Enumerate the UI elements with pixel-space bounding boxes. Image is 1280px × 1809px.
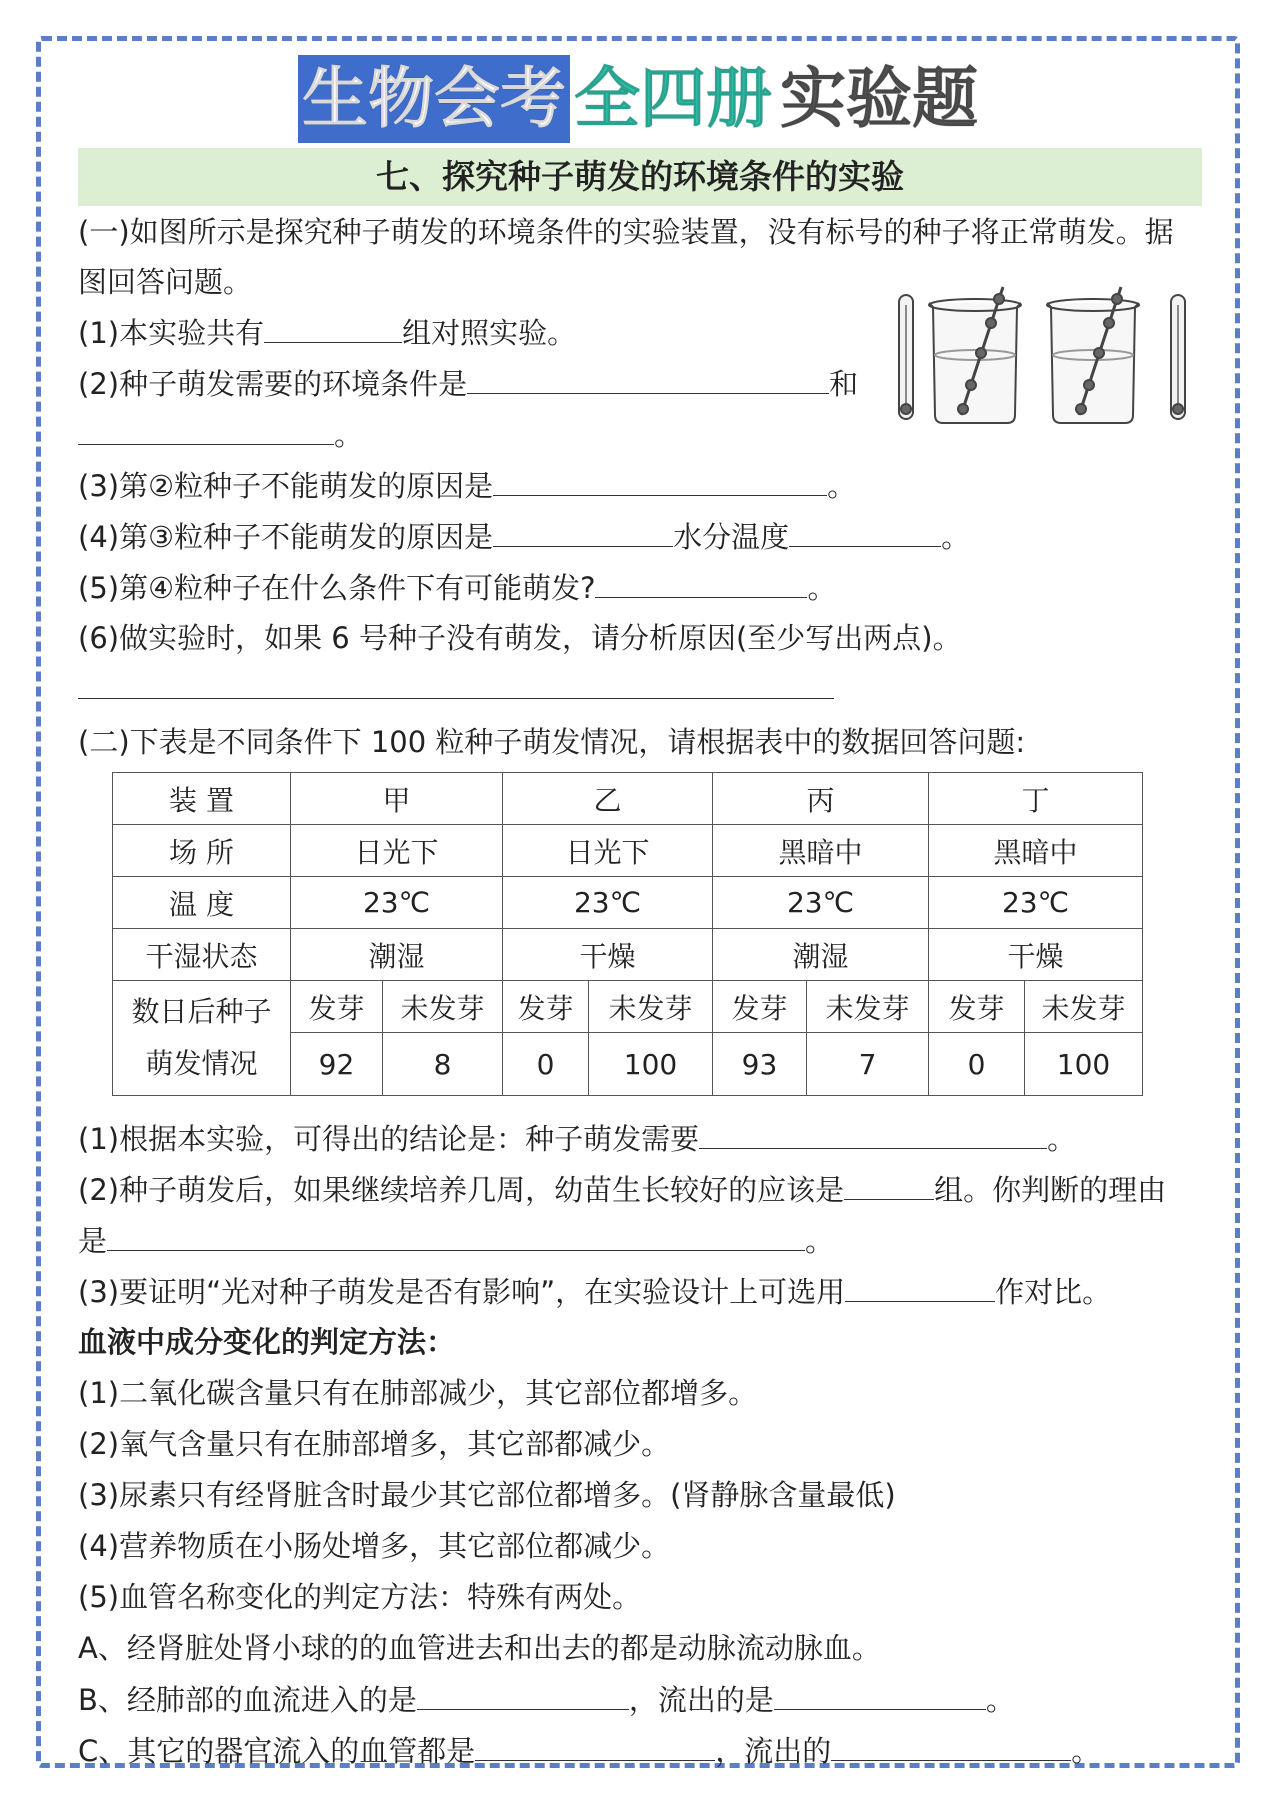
question-1 (78, 312, 576, 353)
answer-blank[interactable] (493, 516, 673, 547)
answer-blank[interactable] (789, 516, 941, 547)
table-row (113, 877, 1143, 929)
blood-item-c (78, 1730, 1100, 1771)
part2-question-2-cont (78, 1220, 834, 1261)
p2q1-text: (1)根据本实验，可得出的结论是：种子萌发需要 (78, 1122, 700, 1156)
part2-question-2 (78, 1169, 1166, 1210)
intro-line2: 图回答问题。 (78, 265, 253, 299)
q2-text: (2)种子萌发需要的环境条件是 (78, 367, 468, 401)
table-cell: 100 (1025, 1033, 1143, 1096)
table-cell: 23℃ (291, 877, 503, 929)
blood-item: (4)营养物质在小肠处增多，其它部位都减少。 (78, 1529, 671, 1563)
row-label: 温 度 (113, 877, 291, 929)
answer-blank[interactable] (774, 1679, 986, 1710)
section-title: 七、探究种子萌发的环境条件的实验 (78, 148, 1202, 206)
sub-header: 未发芽 (807, 981, 929, 1033)
table-cell: 93 (713, 1033, 807, 1096)
table-row (113, 825, 1143, 877)
b-mid: ，流出的是 (628, 1683, 774, 1717)
table-cell: 丙 (713, 773, 929, 825)
question-4 (78, 516, 970, 557)
sub-header: 发芽 (713, 981, 807, 1033)
table-cell: 日光下 (503, 825, 713, 877)
row-label (113, 981, 291, 1096)
answer-blank[interactable] (107, 1220, 805, 1251)
p2q3-text: (3)要证明“光对种子萌发是否有影响”，在实验设计上可选用 (78, 1275, 846, 1309)
table-cell: 7 (807, 1033, 929, 1096)
q2-and: 和 (829, 367, 859, 401)
sub-header: 未发芽 (383, 981, 503, 1033)
c-end: 。 (1071, 1734, 1101, 1768)
q1-text: (1)本实验共有 (78, 316, 265, 350)
part2-question-1 (78, 1118, 1076, 1159)
table-cell: 潮湿 (713, 929, 929, 981)
q2-end: 。 (334, 418, 364, 452)
answer-blank[interactable] (264, 312, 402, 343)
table-cell: 0 (929, 1033, 1025, 1096)
q4-mid: 水分温度 (673, 520, 790, 554)
table-row (113, 981, 1143, 1033)
c-mid: ，流出的 (715, 1734, 832, 1768)
row-label: 场 所 (113, 825, 291, 877)
answer-blank[interactable] (78, 414, 334, 445)
answer-blank[interactable] (844, 1169, 934, 1200)
c-text: C、其它的器官流入的血管都是 (78, 1734, 476, 1768)
table-cell: 干燥 (503, 929, 713, 981)
table-cell: 8 (383, 1033, 503, 1096)
blood-item-b (78, 1679, 1015, 1720)
table-cell: 0 (503, 1033, 589, 1096)
answer-blank[interactable] (699, 1118, 1047, 1149)
row-label-line1: 数日后种子 (131, 995, 272, 1028)
question-6: (6)做实验时，如果 6 号种子没有萌发，请分析原因(至少写出两点)。 (78, 621, 962, 655)
part2-intro: (二)下表是不同条件下 100 粒种子萌发情况，请根据表中的数据回答问题: (78, 725, 1026, 759)
question-2 (78, 363, 858, 404)
sub-header: 未发芽 (1025, 981, 1143, 1033)
question-6-answer (78, 668, 834, 709)
q3-end: 。 (827, 469, 857, 503)
blood-item: (2)氧气含量只有在肺部增多，其它部都减少。 (78, 1427, 671, 1461)
p2q1-end: 。 (1047, 1122, 1077, 1156)
answer-blank[interactable] (475, 1730, 715, 1761)
row-label-line2: 萌发情况 (145, 1047, 258, 1080)
answer-blank[interactable] (417, 1679, 629, 1710)
p2q2-text: (2)种子萌发后，如果继续培养几周，幼苗生长较好的应该是 (78, 1173, 845, 1207)
p2q2-is: 是 (78, 1224, 108, 1258)
answer-blank[interactable] (831, 1730, 1071, 1761)
blood-item: (5)血管名称变化的判定方法：特殊有两处。 (78, 1580, 642, 1614)
part2-question-3 (78, 1271, 1111, 1312)
sub-header: 发芽 (929, 981, 1025, 1033)
table-cell: 潮湿 (291, 929, 503, 981)
table-cell: 甲 (291, 773, 503, 825)
answer-blank[interactable] (595, 567, 807, 598)
title-part2: 全四册 (574, 60, 772, 137)
table-cell: 23℃ (929, 877, 1143, 929)
q5-text: (5)第④粒种子在什么条件下有可能萌发? (78, 571, 596, 605)
page-title (0, 55, 1280, 145)
answer-blank[interactable] (845, 1271, 995, 1302)
answer-blank[interactable] (78, 668, 834, 699)
q1-text-end: 组对照实验。 (402, 316, 577, 350)
table-cell: 乙 (503, 773, 713, 825)
table-cell: 日光下 (291, 825, 503, 877)
blood-item: (3)尿素只有经肾脏含时最少其它部位都增多。(肾静脉含量最低) (78, 1478, 896, 1512)
blood-item: (1)二氧化碳含量只有在肺部减少，其它部位都增多。 (78, 1376, 758, 1410)
experiment-apparatus-illustration (895, 285, 1195, 435)
sub-header: 发芽 (291, 981, 383, 1033)
q5-end: 。 (807, 571, 837, 605)
table-cell: 黑暗中 (713, 825, 929, 877)
germination-table (112, 772, 1143, 1096)
table-cell: 23℃ (503, 877, 713, 929)
b-text: B、经肺部的血流进入的是 (78, 1683, 417, 1717)
question-5 (78, 567, 837, 608)
table-cell: 23℃ (713, 877, 929, 929)
b-end: 。 (985, 1683, 1015, 1717)
blood-item: A、经肾脏处肾小球的的血管进去和出去的都是动脉流动脉血。 (78, 1631, 881, 1665)
blood-heading: 血液中成分变化的判定方法： (78, 1325, 456, 1359)
table-cell: 92 (291, 1033, 383, 1096)
sub-header: 未发芽 (589, 981, 713, 1033)
intro-line1: (一)如图所示是探究种子萌发的环境条件的实验装置，没有标号的种子将正常萌发。据 (78, 215, 1174, 249)
table-cell: 丁 (929, 773, 1143, 825)
table-cell: 100 (589, 1033, 713, 1096)
title-part3: 实验题 (780, 60, 978, 137)
answer-blank[interactable] (493, 465, 827, 496)
question-3 (78, 465, 856, 506)
table-cell: 黑暗中 (929, 825, 1143, 877)
table-row (113, 773, 1143, 825)
answer-blank[interactable] (467, 363, 829, 394)
table-row (113, 929, 1143, 981)
q4-end: 。 (941, 520, 971, 554)
p2q2-mid: 组。你判断的理由 (934, 1173, 1167, 1207)
row-label: 干湿状态 (113, 929, 291, 981)
sub-header: 发芽 (503, 981, 589, 1033)
q3-text: (3)第②粒种子不能萌发的原因是 (78, 469, 494, 503)
row-label: 装 置 (113, 773, 291, 825)
title-part1: 生物会考 (298, 55, 570, 143)
p2q2-end: 。 (805, 1224, 835, 1258)
question-2-cont (78, 414, 363, 455)
p2q3-end: 作对比。 (995, 1275, 1112, 1309)
q4-text: (4)第③粒种子不能萌发的原因是 (78, 520, 494, 554)
table-cell: 干燥 (929, 929, 1143, 981)
